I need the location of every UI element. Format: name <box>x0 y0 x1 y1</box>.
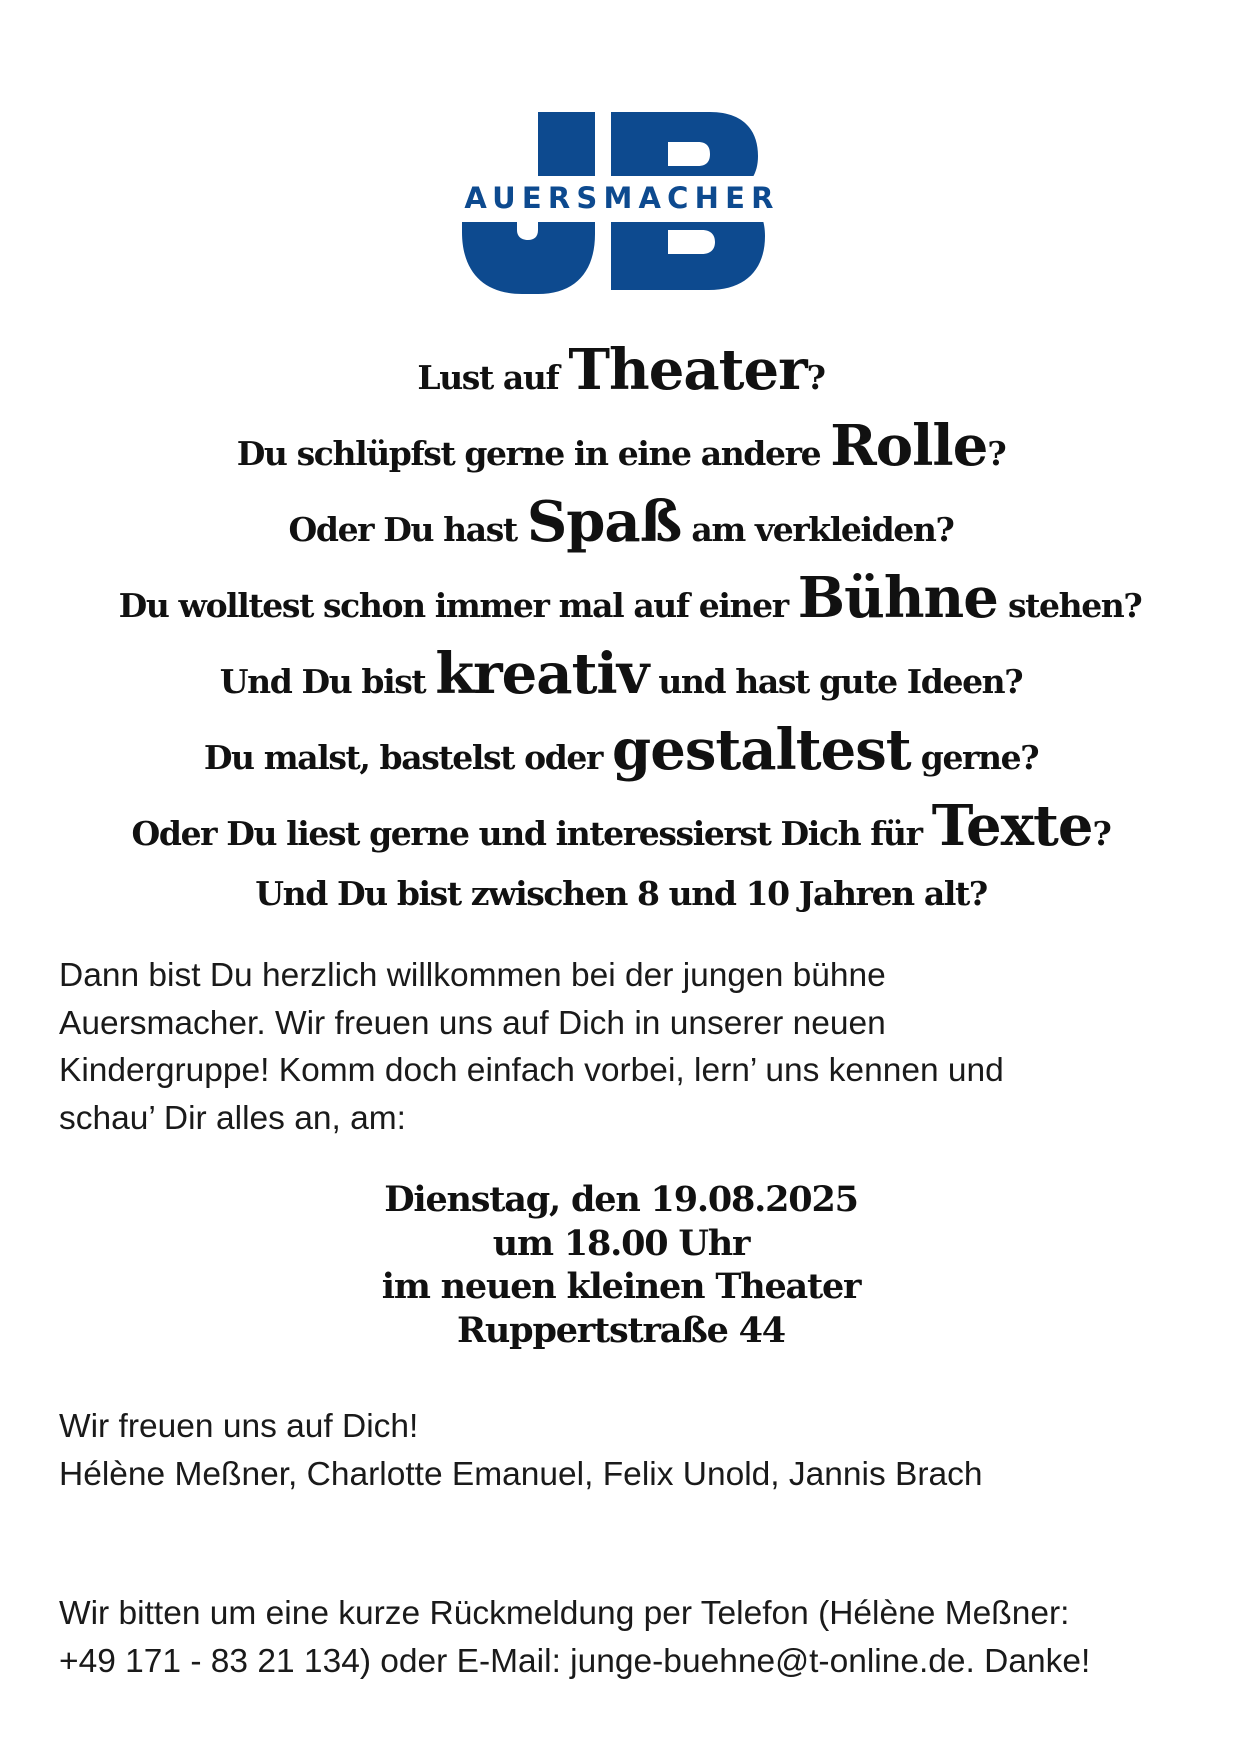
intro-line: schau’ Dir alles an, am: <box>59 1099 406 1137</box>
closing-greeting: Wir freuen uns auf Dich! <box>59 1408 419 1445</box>
question-line: Du schlüpfst gerne in eine andere Rolle? <box>236 413 1006 479</box>
logo-name: AUERSMACHER <box>464 181 780 215</box>
closing-block <box>59 1403 1189 1498</box>
contact-line: Wir bitten um eine kurze Rückmeldung per Telefon (Hélène Meßner: <box>59 1595 1070 1632</box>
question-line: Oder Du liest gerne und interessierst Dich für Texte? <box>131 793 1111 859</box>
intro-line: Dann bist Du herzlich willkommen bei der jungen bühne <box>59 957 886 994</box>
event-place: im neuen kleinen Theater <box>381 1266 861 1307</box>
contact-line: +49 171 - 83 21 134) oder E-Mail: junge-buehne@t-online.de. Danke! <box>59 1642 1091 1680</box>
jb-auersmacher-logo <box>462 112 782 294</box>
intro-line: Kindergruppe! Komm doch einfach vorbei, lern’ uns kennen und <box>59 1052 1004 1089</box>
question-line: Du wolltest schon immer mal auf einer Bühne stehen? <box>118 565 1142 631</box>
question-line: Lust auf Theater? <box>417 337 825 403</box>
event-time: um 18.00 Uhr <box>492 1222 750 1264</box>
organizer-names: Hélène Meßner, Charlotte Emanuel, Felix Unold, Jannis Brach <box>59 1455 983 1493</box>
question-line: Und Du bist kreativ und hast gute Ideen? <box>219 641 1023 707</box>
event-date: Dienstag, den 19.08.2025 <box>384 1179 858 1220</box>
event-details <box>0 1178 1242 1352</box>
question-line: Du malst, bastelst oder gestaltest gerne? <box>203 717 1039 783</box>
question-line: Oder Du hast Spaß am verkleiden? <box>288 489 954 555</box>
intro-line: Auersmacher. Wir freuen uns auf Dich in unserer neuen <box>59 1004 886 1042</box>
contact-block <box>59 1590 1189 1685</box>
intro-paragraph <box>59 952 1119 1142</box>
question-list <box>0 332 1242 924</box>
question-line: Und Du bist zwischen 8 und 10 Jahren alt? <box>255 874 987 913</box>
event-address: Ruppertstraße 44 <box>457 1309 785 1351</box>
